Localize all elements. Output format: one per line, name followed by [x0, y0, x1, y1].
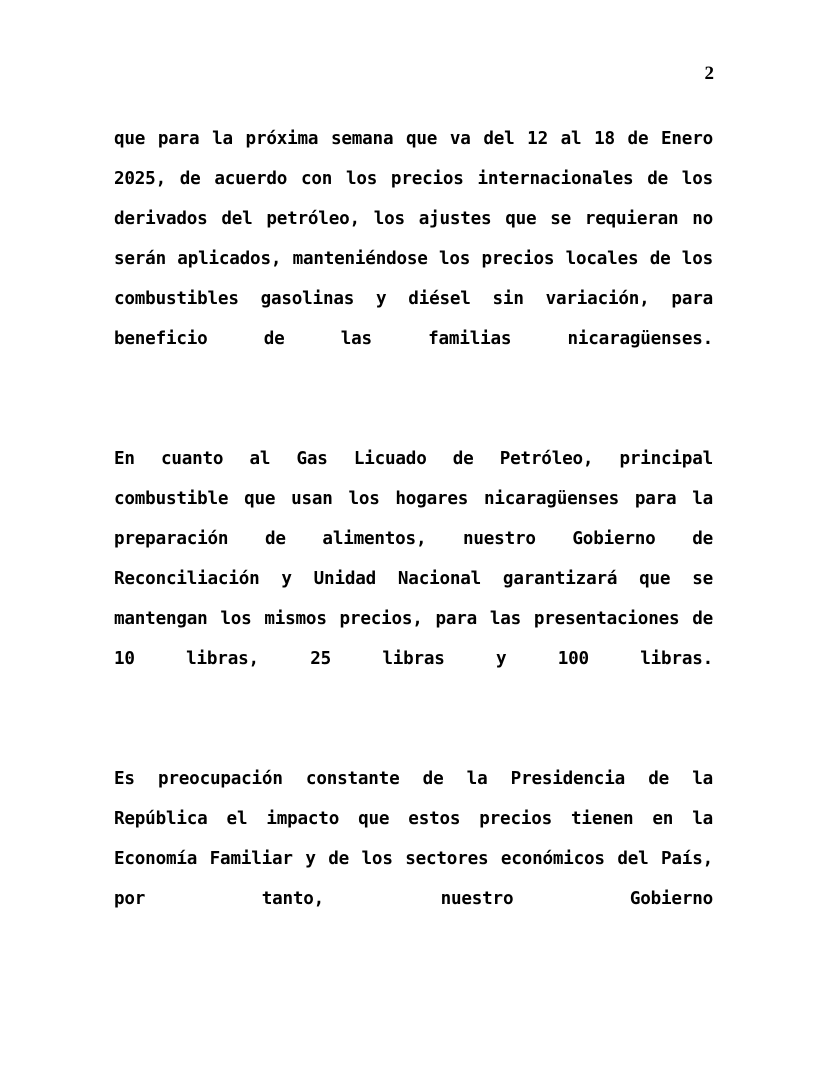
paragraph-3: Es preocupación constante de la Presidencia de la República el impacto que estos precios tienen en la Economía Familiar y de los sectores económicos del País, por tanto, nuestro Gobierno: [114, 769, 713, 909]
document-body: [114, 119, 713, 959]
page-number: 2: [704, 63, 714, 84]
paragraph-1: que para la próxima semana que va del 12 al 18 de Enero 2025, de acuerdo con los precios internacionales de los derivados del petróleo, los ajustes que se requieran no serán aplicados, manteniéndose los precios locales de los combustibles gasolinas y diésel sin variación, para beneficio de las familias nicaragüenses.: [114, 129, 713, 349]
paragraph-2: En cuanto al Gas Licuado de Petróleo, principal combustible que usan los hogares nicaragüenses para la preparación de alimentos, nuestro Gobierno de Reconciliación y Unidad Nacional garantizará que se mantengan los mismos precios, para las presentaciones de 10 libras, 25 libras y 100 libras.: [114, 449, 713, 669]
